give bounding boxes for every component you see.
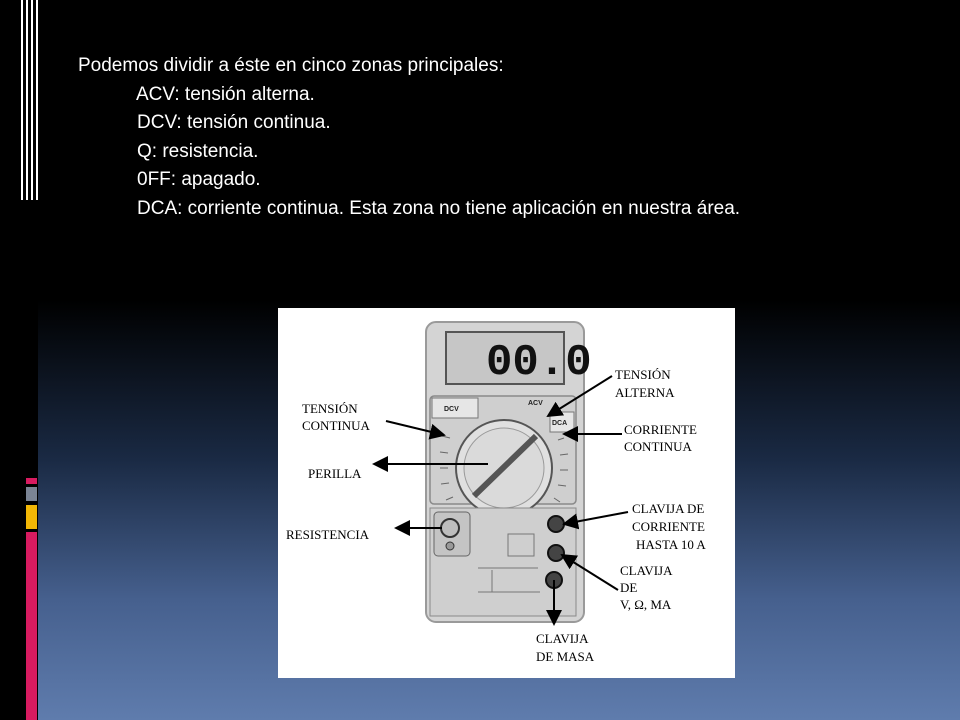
accent-gold [26, 505, 37, 529]
dial-label-dcv: DCV [444, 406, 459, 413]
display-value: 00.0 [486, 338, 592, 388]
callout-clavija-masa: CLAVIJA DE MASA [536, 631, 595, 664]
multimeter-svg [278, 308, 735, 678]
decorative-accent-bars [24, 478, 37, 720]
jack-v-ohm-ma [548, 545, 564, 561]
zone-acv: ACV: tensión alterna. [136, 83, 315, 105]
dial-label-acv: ACV [528, 400, 543, 407]
accent-red-long [26, 532, 37, 720]
zone-dca: DCA: corriente continua. Esta zona no tiene aplicación en nuestra área. [137, 197, 741, 219]
callout-clavija-corriente: CLAVIJA DE CORRIENTE HASTA 10 A [632, 501, 706, 552]
jack-10a [548, 516, 564, 532]
callout-tension-alterna: TENSIÓN ALTERNA [615, 367, 675, 400]
callout-resistencia: RESISTENCIA [286, 527, 370, 542]
decorative-tabs [19, 0, 39, 200]
resistance-socket [441, 519, 459, 537]
callout-corriente-continua: CORRIENTE CONTINUA [624, 422, 697, 454]
intro-line: Podemos dividir a éste en cinco zonas principales: [78, 55, 504, 76]
zone-dcv: DCV: tensión continua. [137, 112, 331, 133]
callout-clavija-v: CLAVIJA DE V, Ω, MA [620, 563, 672, 612]
zone-off: 0FF: apagado. [137, 169, 261, 190]
resistance-socket-sub [446, 542, 454, 550]
callout-perilla: PERILLA [308, 466, 362, 481]
accent-grey [26, 487, 37, 501]
multimeter-diagram [278, 308, 735, 678]
slide-text [78, 52, 938, 223]
callout-tension-continua: TENSIÓN CONTINUA [302, 401, 370, 433]
dial-label-dca: DCA [552, 420, 568, 427]
zone-resistance: Q: resistencia. [137, 140, 259, 162]
accent-red-top [26, 478, 37, 484]
